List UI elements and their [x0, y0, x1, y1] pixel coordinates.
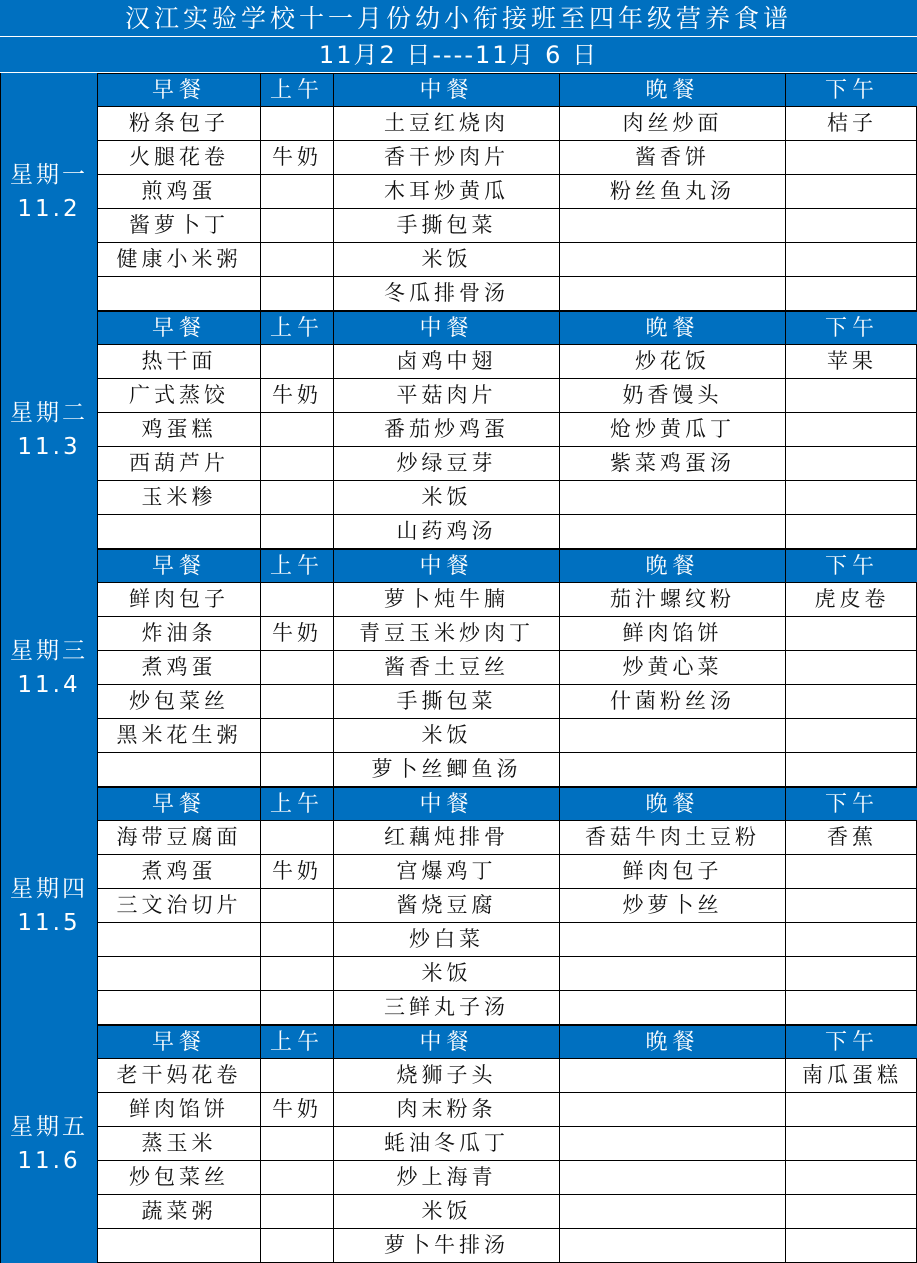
menu-cell-afternoon — [786, 209, 917, 243]
column-header-lunch: 中餐 — [334, 1025, 560, 1059]
day-label — [1, 787, 98, 1025]
menu-cell-morning — [261, 1161, 334, 1195]
menu-cell-lunch: 蚝油冬瓜丁 — [334, 1127, 560, 1161]
menu-cell-dinner — [560, 991, 786, 1025]
menu-cell-dinner: 粉丝鱼丸汤 — [560, 175, 786, 209]
menu-cell-dinner: 酱香饼 — [560, 141, 786, 175]
menu-cell-afternoon — [786, 243, 917, 277]
menu-cell-breakfast: 鲜肉馅饼 — [98, 1093, 261, 1127]
day-block — [0, 1025, 917, 1263]
menu-cell-morning — [261, 583, 334, 617]
menu-cell-breakfast — [98, 991, 261, 1025]
menu-cell-lunch: 番茄炒鸡蛋 — [334, 413, 560, 447]
day-date: 11.4 — [17, 672, 81, 698]
menu-cell-breakfast: 鸡蛋糕 — [98, 413, 261, 447]
menu-cell-afternoon — [786, 1127, 917, 1161]
column-header-lunch: 中餐 — [334, 549, 560, 583]
menu-cell-lunch: 三鲜丸子汤 — [334, 991, 560, 1025]
menu-cell-breakfast: 酱萝卜丁 — [98, 209, 261, 243]
menu-cell-afternoon — [786, 175, 917, 209]
menu-cell-afternoon — [786, 141, 917, 175]
column-header-afternoon: 下午 — [786, 549, 917, 583]
menu-cell-lunch: 肉末粉条 — [334, 1093, 560, 1127]
menu-cell-afternoon — [786, 481, 917, 515]
column-header-afternoon: 下午 — [786, 1025, 917, 1059]
menu-cell-morning — [261, 719, 334, 753]
menu-cell-lunch: 手撕包菜 — [334, 685, 560, 719]
menu-cell-dinner — [560, 1161, 786, 1195]
menu-cell-morning — [261, 345, 334, 379]
menu-cell-breakfast: 煮鸡蛋 — [98, 651, 261, 685]
menu-cell-morning: 牛奶 — [261, 141, 334, 175]
menu-cell-breakfast: 煮鸡蛋 — [98, 855, 261, 889]
menu-cell-afternoon: 虎皮卷 — [786, 583, 917, 617]
day-date: 11.3 — [17, 434, 81, 460]
menu-cell-dinner — [560, 1229, 786, 1263]
menu-cell-afternoon — [786, 685, 917, 719]
menu-cell-dinner: 炒花饭 — [560, 345, 786, 379]
menu-cell-lunch: 米饭 — [334, 481, 560, 515]
menu-table — [0, 73, 917, 1263]
menu-cell-dinner: 炒萝卜丝 — [560, 889, 786, 923]
menu-cell-breakfast: 蒸玉米 — [98, 1127, 261, 1161]
column-header-breakfast: 早餐 — [98, 787, 261, 821]
menu-cell-dinner: 炒黄心菜 — [560, 651, 786, 685]
menu-cell-dinner: 鲜肉包子 — [560, 855, 786, 889]
menu-cell-afternoon — [786, 719, 917, 753]
column-header-morning: 上午 — [261, 787, 334, 821]
menu-cell-lunch: 萝卜牛排汤 — [334, 1229, 560, 1263]
menu-cell-afternoon — [786, 447, 917, 481]
column-header-morning: 上午 — [261, 311, 334, 345]
menu-cell-afternoon — [786, 889, 917, 923]
menu-cell-breakfast: 粉条包子 — [98, 107, 261, 141]
menu-cell-breakfast — [98, 515, 261, 549]
menu-cell-morning — [261, 277, 334, 311]
menu-cell-breakfast: 鲜肉包子 — [98, 583, 261, 617]
menu-cell-breakfast: 炒包菜丝 — [98, 1161, 261, 1195]
menu-cell-morning: 牛奶 — [261, 617, 334, 651]
menu-cell-morning: 牛奶 — [261, 379, 334, 413]
menu-cell-breakfast: 老干妈花卷 — [98, 1059, 261, 1093]
menu-cell-dinner: 什菌粉丝汤 — [560, 685, 786, 719]
menu-cell-lunch: 米饭 — [334, 957, 560, 991]
menu-cell-dinner — [560, 1127, 786, 1161]
menu-cell-dinner: 茄汁螺纹粉 — [560, 583, 786, 617]
column-header-morning: 上午 — [261, 1025, 334, 1059]
menu-cell-morning — [261, 209, 334, 243]
column-header-afternoon: 下午 — [786, 311, 917, 345]
menu-cell-afternoon: 香蕉 — [786, 821, 917, 855]
menu-cell-morning — [261, 753, 334, 787]
column-header-dinner: 晚餐 — [560, 787, 786, 821]
menu-cell-lunch: 酱烧豆腐 — [334, 889, 560, 923]
menu-cell-breakfast — [98, 923, 261, 957]
menu-cell-morning — [261, 1195, 334, 1229]
column-header-afternoon: 下午 — [786, 73, 917, 107]
menu-cell-breakfast: 煎鸡蛋 — [98, 175, 261, 209]
menu-cell-dinner: 紫菜鸡蛋汤 — [560, 447, 786, 481]
menu-cell-lunch: 土豆红烧肉 — [334, 107, 560, 141]
menu-cell-lunch: 香干炒肉片 — [334, 141, 560, 175]
menu-cell-lunch: 红藕炖排骨 — [334, 821, 560, 855]
menu-cell-afternoon — [786, 651, 917, 685]
column-header-lunch: 中餐 — [334, 73, 560, 107]
menu-cell-breakfast: 西葫芦片 — [98, 447, 261, 481]
menu-cell-dinner: 炝炒黄瓜丁 — [560, 413, 786, 447]
menu-cell-lunch: 炒绿豆芽 — [334, 447, 560, 481]
column-header-breakfast: 早餐 — [98, 1025, 261, 1059]
menu-cell-lunch: 冬瓜排骨汤 — [334, 277, 560, 311]
column-header-lunch: 中餐 — [334, 311, 560, 345]
menu-cell-lunch: 米饭 — [334, 1195, 560, 1229]
menu-cell-breakfast: 黑米花生粥 — [98, 719, 261, 753]
menu-cell-morning — [261, 515, 334, 549]
menu-cell-lunch: 萝卜炖牛腩 — [334, 583, 560, 617]
column-header-breakfast: 早餐 — [98, 549, 261, 583]
menu-cell-morning — [261, 107, 334, 141]
menu-cell-breakfast: 广式蒸饺 — [98, 379, 261, 413]
menu-cell-morning — [261, 1059, 334, 1093]
menu-cell-lunch: 炒上海青 — [334, 1161, 560, 1195]
menu-cell-afternoon — [786, 923, 917, 957]
menu-cell-dinner: 香菇牛肉土豆粉 — [560, 821, 786, 855]
day-block — [0, 787, 917, 1025]
day-label — [1, 311, 98, 549]
menu-cell-morning — [261, 889, 334, 923]
column-header-breakfast: 早餐 — [98, 311, 261, 345]
menu-cell-afternoon — [786, 1093, 917, 1127]
menu-cell-dinner — [560, 515, 786, 549]
menu-cell-breakfast: 蔬菜粥 — [98, 1195, 261, 1229]
menu-cell-morning: 牛奶 — [261, 855, 334, 889]
menu-cell-dinner — [560, 753, 786, 787]
column-header-breakfast: 早餐 — [98, 73, 261, 107]
menu-cell-morning — [261, 991, 334, 1025]
menu-cell-breakfast — [98, 277, 261, 311]
menu-cell-lunch: 烧狮子头 — [334, 1059, 560, 1093]
menu-cell-afternoon — [786, 277, 917, 311]
menu-cell-afternoon — [786, 413, 917, 447]
menu-cell-morning — [261, 175, 334, 209]
day-date: 11.2 — [17, 196, 81, 222]
menu-cell-lunch: 萝卜丝鲫鱼汤 — [334, 753, 560, 787]
column-header-morning: 上午 — [261, 73, 334, 107]
menu-cell-morning — [261, 957, 334, 991]
menu-cell-lunch: 青豆玉米炒肉丁 — [334, 617, 560, 651]
menu-cell-dinner — [560, 277, 786, 311]
menu-cell-breakfast — [98, 753, 261, 787]
menu-cell-breakfast — [98, 1229, 261, 1263]
menu-cell-lunch: 酱香土豆丝 — [334, 651, 560, 685]
weekday: 星期五 — [10, 1114, 88, 1140]
weekday: 星期四 — [10, 876, 88, 902]
day-label — [1, 549, 98, 787]
menu-cell-morning: 牛奶 — [261, 1093, 334, 1127]
menu-cell-morning — [261, 447, 334, 481]
menu-cell-afternoon — [786, 1161, 917, 1195]
menu-cell-afternoon — [786, 855, 917, 889]
column-header-dinner: 晚餐 — [560, 311, 786, 345]
column-header-dinner: 晚餐 — [560, 1025, 786, 1059]
menu-cell-lunch: 木耳炒黄瓜 — [334, 175, 560, 209]
day-block — [0, 549, 917, 787]
weekday: 星期二 — [10, 400, 88, 426]
menu-cell-morning — [261, 413, 334, 447]
menu-cell-afternoon: 苹果 — [786, 345, 917, 379]
menu-cell-afternoon — [786, 991, 917, 1025]
column-header-lunch: 中餐 — [334, 787, 560, 821]
column-header-dinner: 晚餐 — [560, 549, 786, 583]
menu-cell-lunch: 手撕包菜 — [334, 209, 560, 243]
menu-cell-dinner — [560, 957, 786, 991]
menu-cell-dinner: 肉丝炒面 — [560, 107, 786, 141]
menu-cell-afternoon: 南瓜蛋糕 — [786, 1059, 917, 1093]
page-title: 汉江实验学校十一月份幼小衔接班至四年级营养食谱 — [0, 0, 917, 37]
menu-cell-lunch: 山药鸡汤 — [334, 515, 560, 549]
menu-cell-afternoon: 桔子 — [786, 107, 917, 141]
menu-cell-breakfast: 海带豆腐面 — [98, 821, 261, 855]
menu-cell-breakfast: 炒包菜丝 — [98, 685, 261, 719]
menu-cell-dinner: 鲜肉馅饼 — [560, 617, 786, 651]
menu-cell-afternoon — [786, 1195, 917, 1229]
menu-cell-dinner — [560, 1195, 786, 1229]
menu-cell-morning — [261, 1229, 334, 1263]
menu-cell-lunch: 宫爆鸡丁 — [334, 855, 560, 889]
menu-cell-afternoon — [786, 1229, 917, 1263]
menu-cell-breakfast: 火腿花卷 — [98, 141, 261, 175]
menu-cell-breakfast: 三文治切片 — [98, 889, 261, 923]
menu-cell-morning — [261, 1127, 334, 1161]
day-block — [0, 311, 917, 549]
menu-cell-dinner — [560, 1059, 786, 1093]
weekday: 星期一 — [10, 162, 88, 188]
menu-cell-breakfast: 健康小米粥 — [98, 243, 261, 277]
menu-cell-afternoon — [786, 753, 917, 787]
menu-cell-dinner — [560, 1093, 786, 1127]
weekday: 星期三 — [10, 638, 88, 664]
menu-cell-lunch: 米饭 — [334, 719, 560, 753]
date-range: 11月2 日----11月 6 日 — [0, 37, 917, 73]
menu-cell-morning — [261, 821, 334, 855]
column-header-morning: 上午 — [261, 549, 334, 583]
menu-cell-dinner — [560, 719, 786, 753]
menu-cell-breakfast — [98, 957, 261, 991]
menu-cell-dinner — [560, 209, 786, 243]
menu-cell-dinner — [560, 243, 786, 277]
menu-cell-dinner — [560, 923, 786, 957]
day-label — [1, 1025, 98, 1263]
menu-cell-dinner — [560, 481, 786, 515]
menu-cell-afternoon — [786, 957, 917, 991]
day-block — [0, 73, 917, 311]
menu-cell-afternoon — [786, 379, 917, 413]
menu-cell-breakfast: 热干面 — [98, 345, 261, 379]
menu-cell-morning — [261, 243, 334, 277]
menu-cell-morning — [261, 923, 334, 957]
menu-cell-breakfast: 炸油条 — [98, 617, 261, 651]
menu-cell-lunch: 炒白菜 — [334, 923, 560, 957]
menu-cell-lunch: 卤鸡中翅 — [334, 345, 560, 379]
day-date: 11.6 — [17, 1148, 81, 1174]
menu-cell-afternoon — [786, 515, 917, 549]
menu-cell-morning — [261, 651, 334, 685]
menu-cell-morning — [261, 685, 334, 719]
menu-cell-afternoon — [786, 617, 917, 651]
menu-cell-lunch: 米饭 — [334, 243, 560, 277]
menu-cell-breakfast: 玉米糁 — [98, 481, 261, 515]
day-date: 11.5 — [17, 910, 81, 936]
day-label — [1, 73, 98, 311]
menu-cell-morning — [261, 481, 334, 515]
menu-cell-lunch: 平菇肉片 — [334, 379, 560, 413]
menu-cell-dinner: 奶香馒头 — [560, 379, 786, 413]
column-header-dinner: 晚餐 — [560, 73, 786, 107]
column-header-afternoon: 下午 — [786, 787, 917, 821]
